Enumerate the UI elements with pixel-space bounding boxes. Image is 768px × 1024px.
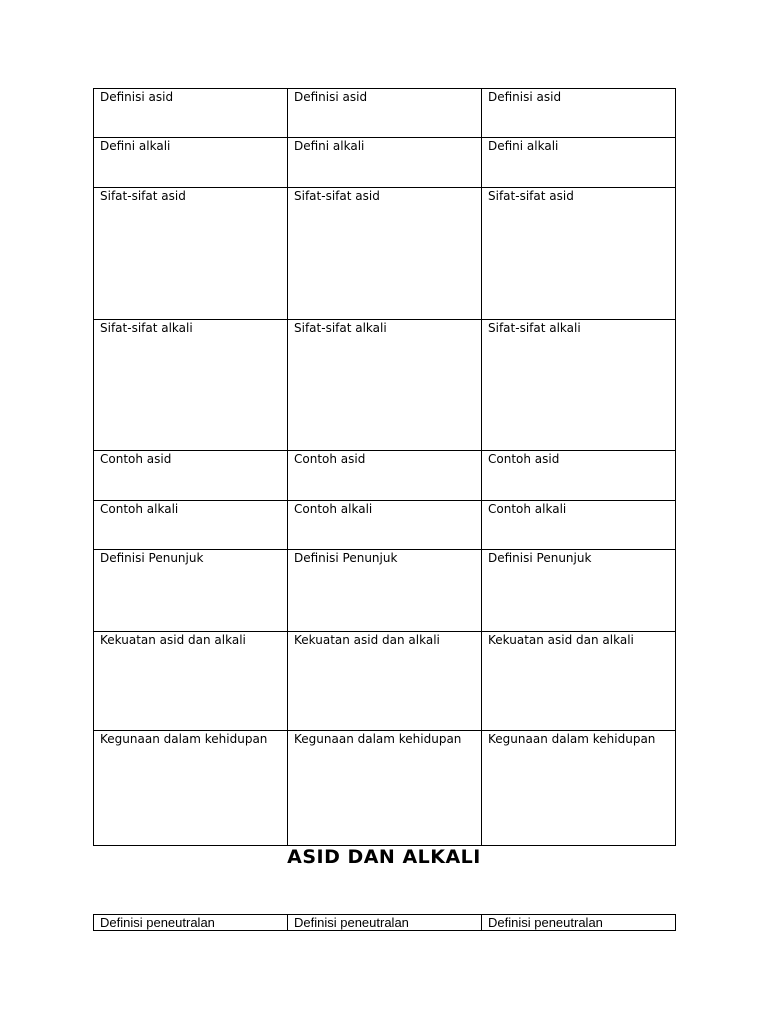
table-row [94,501,676,550]
table-row [94,632,676,731]
table-cell: Sifat-sifat alkali [288,320,482,451]
table-cell: Contoh asid [288,451,482,501]
table-row [94,915,676,931]
table-cell: Defini alkali [94,138,288,188]
table-row [94,138,676,188]
table-cell: Contoh alkali [94,501,288,550]
table-cell: Definisi peneutralan [94,915,288,931]
table-cell: Contoh asid [94,451,288,501]
table-cell: Sifat-sifat asid [288,188,482,320]
table-cell: Kekuatan asid dan alkali [94,632,288,731]
table-cell: Defini alkali [288,138,482,188]
table-cell: Sifat-sifat asid [482,188,676,320]
table-cell: Kekuatan asid dan alkali [288,632,482,731]
table-cell: Kegunaan dalam kehidupan [94,731,288,846]
table-cell: Definisi Penunjuk [482,550,676,632]
table-cell: Sifat-sifat alkali [482,320,676,451]
table-cell: Defini alkali [482,138,676,188]
table-row [94,550,676,632]
table-row [94,320,676,451]
table-row [94,188,676,320]
table-cell: Kekuatan asid dan alkali [482,632,676,731]
main-table [93,88,676,846]
bottom-table [93,914,676,931]
table-cell: Kegunaan dalam kehidupan [288,731,482,846]
table-cell: Kegunaan dalam kehidupan [482,731,676,846]
table-cell: Contoh alkali [288,501,482,550]
document-title: ASID DAN ALKALI [287,846,481,868]
table-cell: Definisi Penunjuk [94,550,288,632]
table-cell: Sifat-sifat alkali [94,320,288,451]
table-cell: Definisi asid [482,89,676,138]
table-row [94,451,676,501]
table-cell: Sifat-sifat asid [94,188,288,320]
table-row [94,89,676,138]
table-row [94,731,676,846]
table-cell: Definisi peneutralan [288,915,482,931]
table-cell: Contoh asid [482,451,676,501]
table-cell: Definisi asid [288,89,482,138]
table-cell: Definisi Penunjuk [288,550,482,632]
table-cell: Definisi asid [94,89,288,138]
table-cell: Definisi peneutralan [482,915,676,931]
table-cell: Contoh alkali [482,501,676,550]
